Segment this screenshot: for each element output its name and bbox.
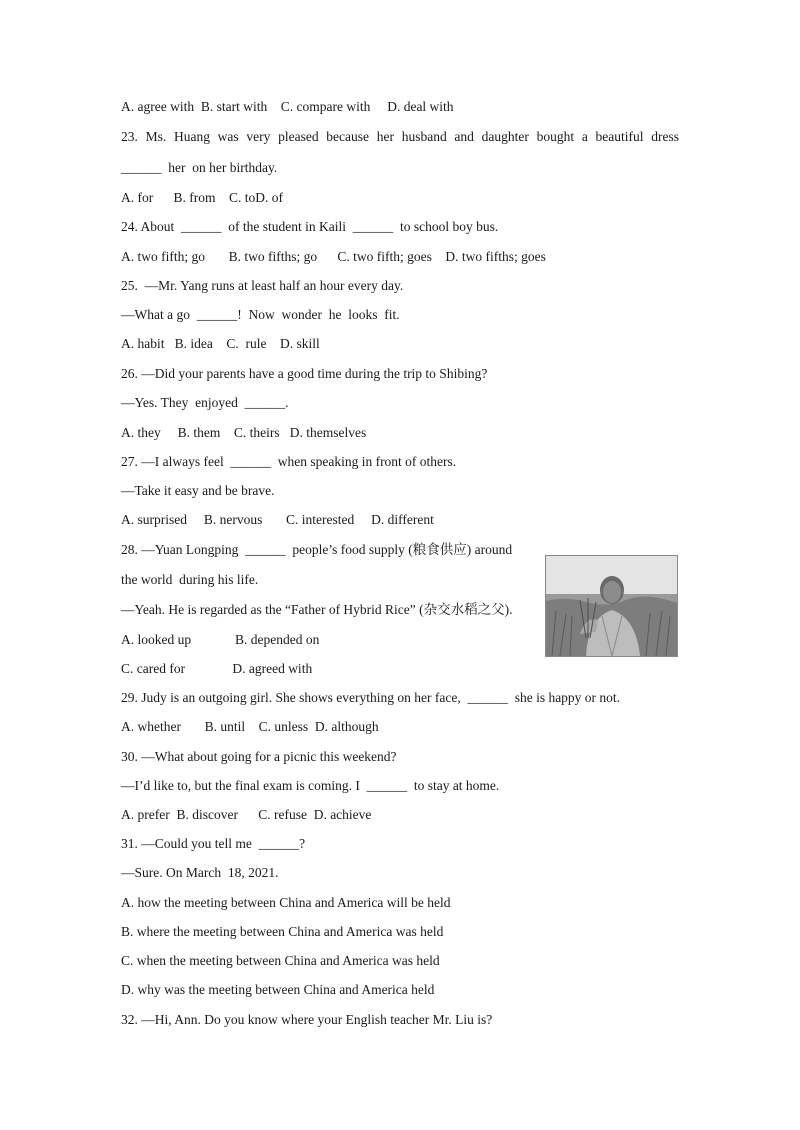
q26-options: A. they B. them C. theirs D. themselves (121, 425, 367, 440)
q31-stem: 31. —Could you tell me ______? (121, 836, 306, 851)
q30-reply: —I’d like to, but the final exam is coming. I ______ to stay at home. (121, 778, 500, 793)
q29-stem: 29. Judy is an outgoing girl. She shows everything on her face, ______ she is happy or not. (121, 690, 621, 705)
q32-stem: 32. —Hi, Ann. Do you know where your English teacher Mr. Liu is? (121, 1012, 493, 1027)
yuan-longping-photo (545, 555, 678, 657)
q25-stem: 25. —Mr. Yang runs at least half an hour every day. (121, 278, 404, 293)
q30-options: A. prefer B. discover C. refuse D. achieve (121, 807, 372, 822)
q31-option-d: D. why was the meeting between China and America held (121, 982, 435, 997)
q28-options-cd: C. cared for D. agreed with (121, 661, 313, 676)
q28-stem-line2: the world during his life. (121, 572, 259, 587)
q25-options: A. habit B. idea C. rule D. skill (121, 336, 320, 351)
q25-reply: —What a go ______! Now wonder he looks fit. (121, 307, 400, 322)
q23-stem-line2: ______ her on her birthday. (121, 160, 278, 175)
q30-stem: 30. —What about going for a picnic this weekend? (121, 749, 397, 764)
q31-reply: —Sure. On March 18, 2021. (121, 865, 279, 880)
q27-stem: 27. —I always feel ______ when speaking in front of others. (121, 454, 457, 469)
q22-options: A. agree with B. start with C. compare with D. deal with (121, 99, 454, 114)
q24-stem: 24. About ______ of the student in Kaili ______ to school boy bus. (121, 219, 499, 234)
q31-option-a: A. how the meeting between China and America will be held (121, 895, 451, 910)
q26-reply: —Yes. They enjoyed ______. (121, 395, 289, 410)
q28-options-ab: A. looked up B. depended on (121, 632, 320, 647)
q23-options: A. for B. from C. toD. of (121, 190, 283, 205)
q23-stem-line1: 23. Ms. Huang was very pleased because her husband and daughter bought a beautiful dress (121, 129, 679, 144)
q24-options: A. two fifth; go B. two fifths; go C. two fifth; goes D. two fifths; goes (121, 249, 546, 264)
q31-option-c: C. when the meeting between China and America was held (121, 953, 440, 968)
q28-stem-line1: 28. —Yuan Longping ______ people’s food supply (粮食供应) around (121, 542, 513, 557)
q28-reply: —Yeah. He is regarded as the “Father of Hybrid Rice” (杂交水稻之父). (121, 602, 513, 617)
q26-stem: 26. —Did your parents have a good time during the trip to Shibing? (121, 366, 488, 381)
q27-reply: —Take it easy and be brave. (121, 483, 275, 498)
q31-option-b: B. where the meeting between China and America was held (121, 924, 444, 939)
q29-options: A. whether B. until C. unless D. although (121, 719, 379, 734)
q27-options: A. surprised B. nervous C. interested D. different (121, 512, 434, 527)
